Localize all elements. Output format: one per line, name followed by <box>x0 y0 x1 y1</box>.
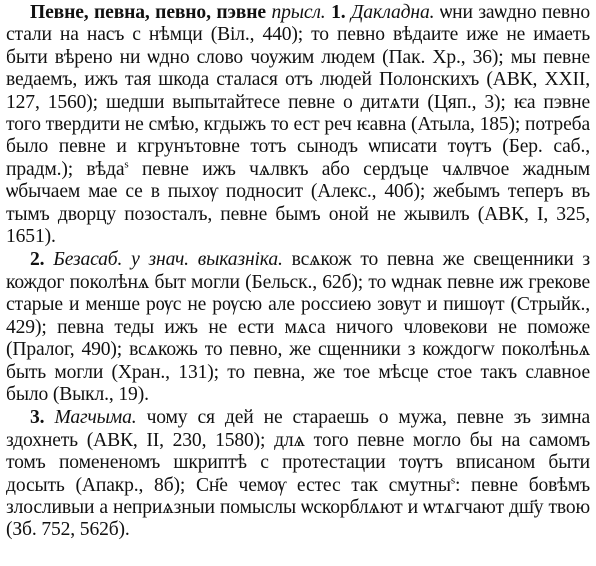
sense-2-label: Безасаб. у знач. выказніка. <box>53 249 283 271</box>
sense-3-label: Магчыма. <box>54 407 137 429</box>
sense-1-text-part-1: ѡни заѡдно певно стали на насъ с нѣмци (Віл., 440); то певно вѣдаите иже не имаеть быти вѣрено ни ѡдно слово чоужим людем (Пак. Хр., 36); мы певне ведаемъ, ижъ тая шкода сталася отъ людей Полонскихъ (АВК, XXII, 127, 1560); шедши выпытайтесе певне о дитѧти (Цяп., 3); ѥа пэвне того твердити не смѣю, кгдыжъ то ест реч ѥавна (Атыла, 185); потреба было певне и кгрунътовне тотъ сынодъ ѡписати тѹтъ (Бер. саб., прадм.); вѣда <box>6 2 591 180</box>
sense-1-number: 1. <box>331 2 346 23</box>
sense-1-text-part-2: певне ижъ чѧлвкъ або сердъце чѧлвчое жадным ѡбычаем мае се в пыхѹ подносит (Алекс., 40б); жебымъ теперъ въ тымъ дворцу позосталъ, певне бымъ оной не жывилъ (АВК, I, 325, 1651). <box>6 158 590 248</box>
sense-1-paragraph <box>6 2 590 248</box>
sense-2-paragraph <box>6 249 590 406</box>
part-of-speech-label: прысл. <box>271 2 326 23</box>
sense-1-superscript: s <box>124 158 129 171</box>
sense-3-number: 3. <box>30 407 45 429</box>
sense-2-text: всѧкож то певна же свещенники з кождог поколѣнѧ быт могли (Бельск., 62б); то ѡднак певне иж грекове старые и менше рѹс не рѹсю але россиею зовут и пишѹт (Стрыйк., 429); певна теды ижъ не ести мѧса ничого чловекови не поможе (Пралог, 490); всѧкожь то певно, же сщенники з кождогw поколѣньѧ быть могли (Хран., 131); то певна, же тое мѣсце стое такъ славное было (Выкл., 19). <box>6 249 590 405</box>
sense-3-superscript: s <box>450 474 455 486</box>
sense-1-label: Дакладна. <box>350 2 435 23</box>
sense-3-text-part-1: чому ся дей не стараешь о мужа, певне зъ зимна здохнеть (АВК, II, 230, 1580); длѧ того певне могло бы на самомъ томъ помененомъ шкриптѣ с протестации тѹтъ вписаном быти досыть (Апакр., 8б); Сн҃е чемѹ естес так смутны <box>6 407 590 496</box>
sense-2-number: 2. <box>30 249 45 271</box>
sense-3-text-part-2: : певне бовѣмъ злосливыи а неприѧзныи помыслы ѡскорблѧют и ѡтѧгчают дш҃у твою (Зб. 752, 562б). <box>6 474 590 541</box>
sense-3-paragraph <box>6 407 590 541</box>
headword: Певне, певна, певно, пэвне <box>30 2 266 23</box>
